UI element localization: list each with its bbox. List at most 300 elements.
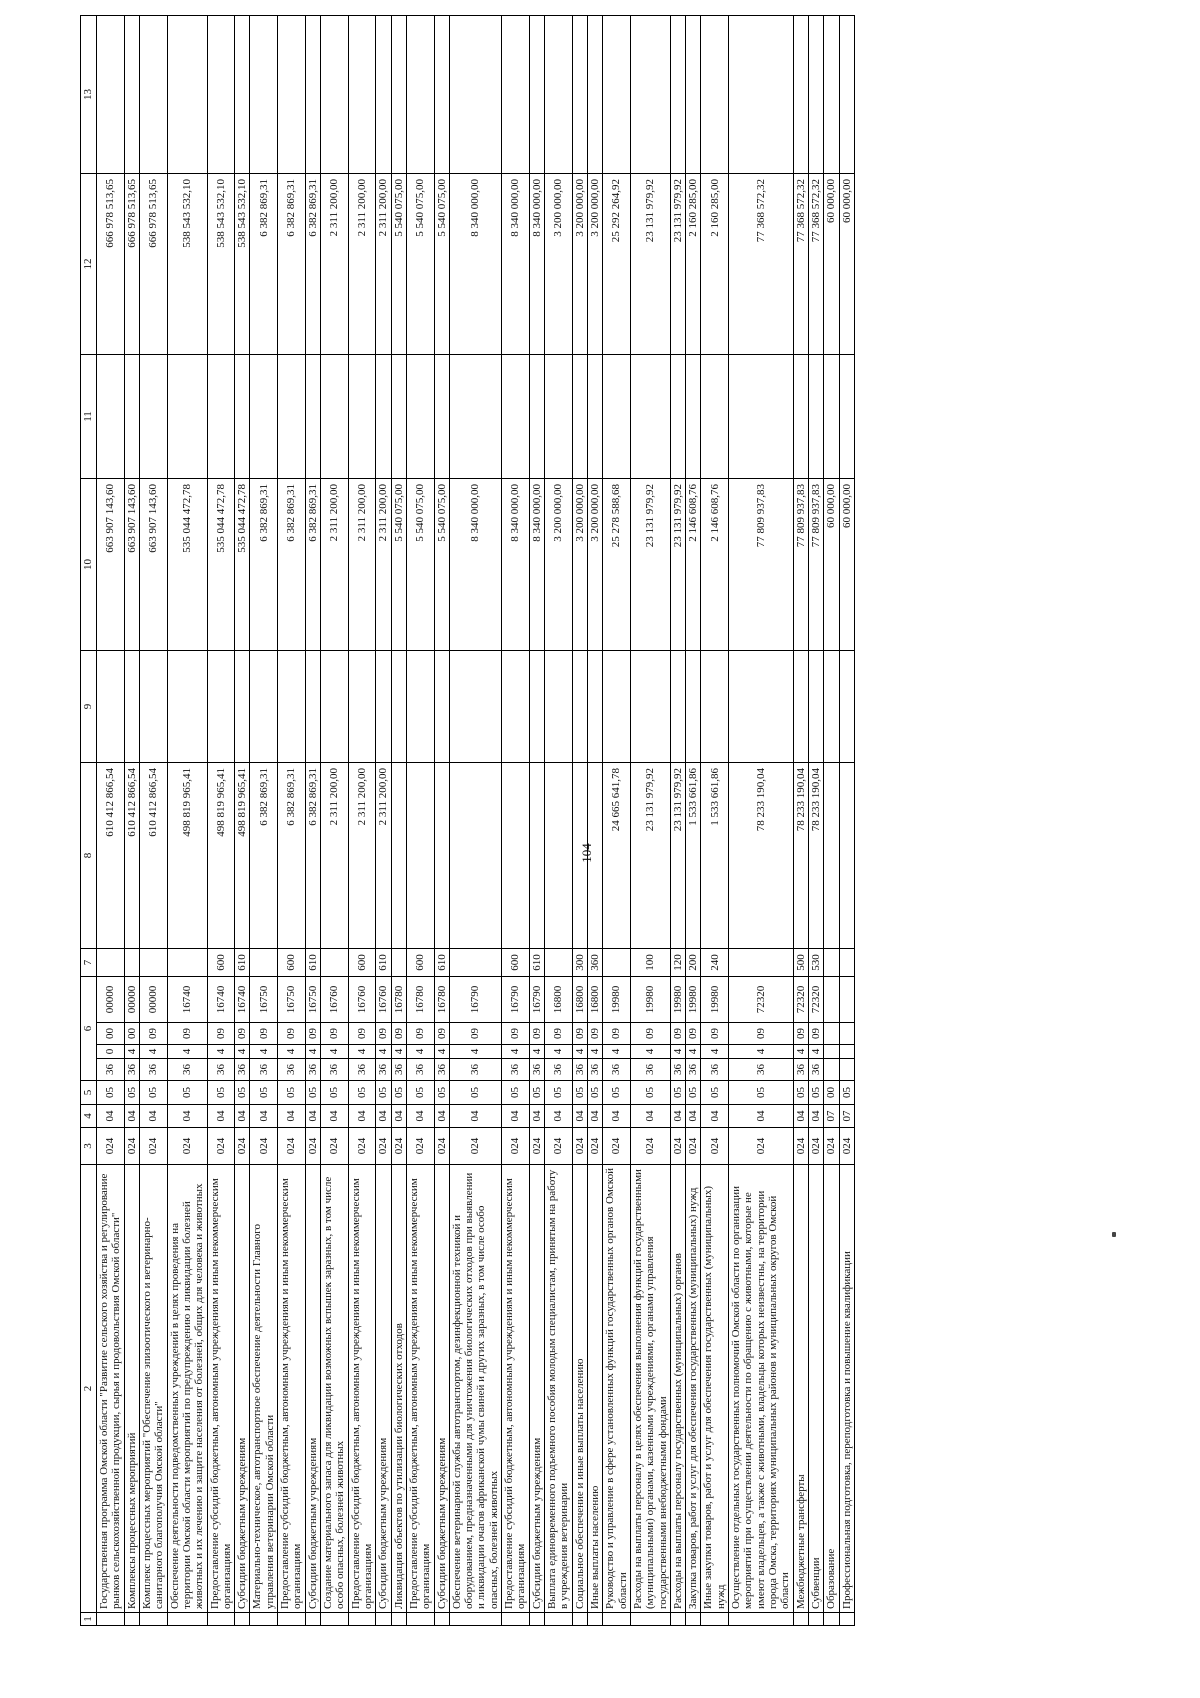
table-row: [839, 16, 854, 1626]
cell-amount: 610 412 866,54: [124, 763, 139, 949]
cell-num: [139, 1613, 167, 1626]
cell-amount: 610 412 866,54: [139, 763, 167, 949]
table-row: [729, 16, 794, 1626]
cell-amount: 535 044 472,78: [235, 479, 250, 651]
cell-section: 04: [305, 1105, 320, 1128]
cell-amount: 3 200 000,00: [545, 174, 573, 355]
cell-amount: 2 311 200,00: [348, 763, 376, 949]
cell-amount: 77 368 572,32: [808, 174, 823, 355]
table-row: [321, 16, 349, 1626]
cell-code: 024: [321, 1128, 349, 1165]
cell-amount: 8 340 000,00: [502, 479, 530, 651]
header-cell: 4: [81, 1105, 97, 1128]
cell-amount: 663 907 143,60: [124, 479, 139, 651]
cell-subsection: 05: [686, 1081, 701, 1105]
cell-direction: 19980: [701, 977, 729, 1023]
cell-section: 04: [449, 1105, 501, 1128]
cell-amount: 538 543 532,10: [167, 174, 207, 355]
cell-event: 09: [139, 1023, 167, 1045]
cell-name: Субсидии бюджетным учреждениям: [376, 1165, 391, 1613]
cell-amount: [406, 763, 434, 949]
cell-subsection: 05: [587, 1081, 602, 1105]
cell-section: 04: [545, 1105, 573, 1128]
cell-change: [391, 355, 406, 479]
cell-note: [167, 16, 207, 174]
cell-amount: 60 000,00: [839, 479, 854, 651]
cell-event: 09: [278, 1023, 306, 1045]
cell-name: Расходы на выплаты персоналу государственных (муниципальных) органов: [670, 1165, 685, 1613]
cell-section: 04: [603, 1105, 631, 1128]
table-row: [793, 16, 808, 1626]
cell-amount: 6 382 869,31: [250, 763, 278, 949]
cell-code: 024: [207, 1128, 235, 1165]
cell-num: [793, 1613, 808, 1626]
cell-subsection: 00: [824, 1081, 839, 1105]
cell-num: [250, 1613, 278, 1626]
cell-amount: [391, 763, 406, 949]
cell-change: [824, 355, 839, 479]
cell-code: 024: [348, 1128, 376, 1165]
cell-direction: 16750: [250, 977, 278, 1023]
cell-event: 09: [587, 1023, 602, 1045]
cell-change: [250, 651, 278, 763]
cell-num: [434, 1613, 449, 1626]
cell-note: [603, 16, 631, 174]
cell-change: [545, 355, 573, 479]
cell-direction: [839, 977, 854, 1023]
cell-change: [124, 651, 139, 763]
cell-amount: 8 340 000,00: [529, 174, 544, 355]
cell-subsection: 05: [391, 1081, 406, 1105]
cell-amount: 3 200 000,00: [572, 479, 587, 651]
cell-expense-type: 610: [529, 949, 544, 977]
cell-amount: 498 819 965,41: [167, 763, 207, 949]
cell-amount: 8 340 000,00: [502, 174, 530, 355]
cell-change: [207, 651, 235, 763]
table-row: [686, 16, 701, 1626]
header-cell: 5: [81, 1081, 97, 1105]
cell-direction: 16750: [278, 977, 306, 1023]
cell-change: [603, 355, 631, 479]
cell-subsection: 05: [701, 1081, 729, 1105]
cell-program: 36: [97, 1059, 125, 1081]
cell-code: 024: [729, 1128, 794, 1165]
cell-event: 09: [686, 1023, 701, 1045]
cell-subprogram: 4: [545, 1045, 573, 1059]
cell-change: [839, 355, 854, 479]
cell-name: Государственная программа Омской области "Развитие сельского хозяйства и регулирование рынков сельскохозяйственной продукции, сырья и продовольствия Омской области": [97, 1165, 125, 1613]
cell-amount: [449, 763, 501, 949]
cell-subsection: 05: [278, 1081, 306, 1105]
cell-subsection: 05: [139, 1081, 167, 1105]
cell-note: [502, 16, 530, 174]
cell-subprogram: 0: [97, 1045, 125, 1059]
cell-change: [587, 651, 602, 763]
cell-num: [545, 1613, 573, 1626]
cell-change: [729, 355, 794, 479]
cell-amount: 78 233 190,04: [729, 763, 794, 949]
cell-change: [250, 355, 278, 479]
cell-amount: 498 819 965,41: [235, 763, 250, 949]
cell-program: 36: [348, 1059, 376, 1081]
cell-note: [839, 16, 854, 174]
cell-change: [793, 651, 808, 763]
cell-change: [305, 355, 320, 479]
cell-expense-type: [729, 949, 794, 977]
cell-note: [391, 16, 406, 174]
cell-name: Комплексы процессных мероприятий: [124, 1165, 139, 1613]
cell-name: Предоставление субсидий бюджетным, автономным учреждениям и иным некоммерческим организациям: [406, 1165, 434, 1613]
table-row: [278, 16, 306, 1626]
table-row: [603, 16, 631, 1626]
cell-direction: 19980: [670, 977, 685, 1023]
cell-program: [839, 1059, 854, 1081]
cell-amount: 666 978 513,65: [139, 174, 167, 355]
cell-amount: 23 131 979,92: [630, 763, 670, 949]
cell-note: [376, 16, 391, 174]
cell-amount: 1 533 661,86: [686, 763, 701, 949]
cell-event: 09: [729, 1023, 794, 1045]
cell-section: 04: [502, 1105, 530, 1128]
cell-subsection: 05: [348, 1081, 376, 1105]
cell-note: [701, 16, 729, 174]
cell-program: 36: [670, 1059, 685, 1081]
cell-change: [686, 355, 701, 479]
table-row: [406, 16, 434, 1626]
cell-section: 04: [434, 1105, 449, 1128]
cell-name: Социальное обеспечение и иные выплаты населению: [572, 1165, 587, 1613]
cell-amount: [587, 763, 602, 949]
cell-name: Ликвидация объектов по утилизации биологических отходов: [391, 1165, 406, 1613]
cell-num: [824, 1613, 839, 1626]
cell-amount: 6 382 869,31: [250, 479, 278, 651]
cell-amount: [529, 763, 544, 949]
cell-program: 36: [124, 1059, 139, 1081]
cell-amount: 6 382 869,31: [305, 479, 320, 651]
cell-change: [572, 651, 587, 763]
cell-direction: 16790: [502, 977, 530, 1023]
cell-direction: 16780: [434, 977, 449, 1023]
table-body: [97, 16, 855, 1626]
cell-subsection: 05: [167, 1081, 207, 1105]
cell-expense-type: [167, 949, 207, 977]
cell-code: 024: [529, 1128, 544, 1165]
cell-subprogram: 4: [449, 1045, 501, 1059]
cell-direction: [824, 977, 839, 1023]
cell-change: [630, 651, 670, 763]
cell-direction: 16790: [529, 977, 544, 1023]
cell-code: 024: [545, 1128, 573, 1165]
cell-name: Субсидии бюджетным учреждениям: [529, 1165, 544, 1613]
table-row: [124, 16, 139, 1626]
cell-amount: 60 000,00: [824, 174, 839, 355]
cell-note: [250, 16, 278, 174]
cell-note: [545, 16, 573, 174]
cell-expense-type: [824, 949, 839, 977]
cell-num: [839, 1613, 854, 1626]
cell-code: 024: [502, 1128, 530, 1165]
cell-name: Выплата единовременного подъемного пособия молодым специалистам, принятым на работу в учреждения ветеринарии: [545, 1165, 573, 1613]
cell-note: [808, 16, 823, 174]
cell-event: 09: [434, 1023, 449, 1045]
cell-note: [449, 16, 501, 174]
cell-amount: 6 382 869,31: [250, 174, 278, 355]
cell-subsection: 05: [670, 1081, 685, 1105]
cell-amount: 535 044 472,78: [207, 479, 235, 651]
cell-program: 36: [406, 1059, 434, 1081]
header-cell: 6: [81, 977, 97, 1081]
cell-subsection: 05: [97, 1081, 125, 1105]
cell-section: 04: [207, 1105, 235, 1128]
cell-subprogram: 4: [670, 1045, 685, 1059]
header-cell: 2: [81, 1165, 97, 1613]
cell-code: 024: [376, 1128, 391, 1165]
cell-change: [729, 651, 794, 763]
cell-subsection: 05: [449, 1081, 501, 1105]
table-row: [545, 16, 573, 1626]
cell-code: 024: [235, 1128, 250, 1165]
cell-direction: 16740: [207, 977, 235, 1023]
cell-code: 024: [793, 1128, 808, 1165]
cell-change: [321, 651, 349, 763]
cell-name: Иные закупки товаров, работ и услуг для обеспечения государственных (муниципальных) нужд: [701, 1165, 729, 1613]
cell-subprogram: 4: [278, 1045, 306, 1059]
cell-section: 04: [701, 1105, 729, 1128]
cell-code: 024: [603, 1128, 631, 1165]
cell-event: 09: [348, 1023, 376, 1045]
cell-amount: 25 292 264,92: [603, 174, 631, 355]
cell-num: [391, 1613, 406, 1626]
cell-expense-type: 240: [701, 949, 729, 977]
cell-section: 04: [670, 1105, 685, 1128]
cell-subprogram: 4: [502, 1045, 530, 1059]
cell-code: 024: [449, 1128, 501, 1165]
cell-amount: 2 311 200,00: [348, 174, 376, 355]
header-cell: 3: [81, 1128, 97, 1165]
cell-change: [808, 651, 823, 763]
cell-section: 04: [250, 1105, 278, 1128]
cell-change: [587, 355, 602, 479]
cell-section: 04: [686, 1105, 701, 1128]
cell-event: 00: [124, 1023, 139, 1045]
cell-change: [207, 355, 235, 479]
cell-code: 024: [670, 1128, 685, 1165]
cell-subprogram: 4: [572, 1045, 587, 1059]
cell-note: [572, 16, 587, 174]
table-row: [587, 16, 602, 1626]
cell-subprogram: 4: [348, 1045, 376, 1059]
cell-section: 04: [321, 1105, 349, 1128]
cell-change: [376, 651, 391, 763]
cell-subprogram: 4: [207, 1045, 235, 1059]
cell-change: [97, 651, 125, 763]
cell-num: [603, 1613, 631, 1626]
cell-amount: 2 146 608,76: [686, 479, 701, 651]
cell-code: 024: [434, 1128, 449, 1165]
cell-amount: 77 368 572,32: [793, 174, 808, 355]
cell-subsection: 05: [207, 1081, 235, 1105]
table-row: [824, 16, 839, 1626]
cell-event: 09: [391, 1023, 406, 1045]
cell-change: [235, 651, 250, 763]
cell-name: Предоставление субсидий бюджетным, автономным учреждениям и иным некоммерческим организациям: [348, 1165, 376, 1613]
cell-program: 36: [587, 1059, 602, 1081]
cell-change: [434, 355, 449, 479]
cell-amount: [572, 763, 587, 949]
cell-amount: 666 978 513,65: [124, 174, 139, 355]
cell-amount: 77 368 572,32: [729, 174, 794, 355]
cell-code: 024: [824, 1128, 839, 1165]
cell-change: [701, 355, 729, 479]
cell-amount: 535 044 472,78: [167, 479, 207, 651]
cell-subsection: 05: [793, 1081, 808, 1105]
cell-change: [305, 651, 320, 763]
cell-amount: 60 000,00: [824, 479, 839, 651]
cell-num: [406, 1613, 434, 1626]
cell-event: [824, 1023, 839, 1045]
cell-num: [686, 1613, 701, 1626]
cell-program: 36: [603, 1059, 631, 1081]
cell-amount: [839, 763, 854, 949]
cell-expense-type: 360: [587, 949, 602, 977]
cell-expense-type: [449, 949, 501, 977]
cell-expense-type: [139, 949, 167, 977]
table-row: [670, 16, 685, 1626]
cell-event: 09: [235, 1023, 250, 1045]
cell-code: 024: [124, 1128, 139, 1165]
cell-amount: 538 543 532,10: [235, 174, 250, 355]
cell-note: [670, 16, 685, 174]
cell-note: [729, 16, 794, 174]
cell-change: [406, 651, 434, 763]
cell-num: [207, 1613, 235, 1626]
cell-expense-type: 120: [670, 949, 685, 977]
cell-expense-type: [250, 949, 278, 977]
cell-amount: 23 131 979,92: [670, 174, 685, 355]
cell-name: Осуществление отдельных государственных полномочий Омской области по организации мероприятий при осуществлении деятельности по обращению с животными, которые не имеют владельцев, а также с животными, владельцы которых неизвестны, на территории города Омска, территориях муниципальных районов и муниципальных округов Омской области: [729, 1165, 794, 1613]
cell-subsection: 05: [406, 1081, 434, 1105]
cell-direction: 16760: [321, 977, 349, 1023]
table-row: [235, 16, 250, 1626]
cell-code: 024: [139, 1128, 167, 1165]
cell-subsection: 05: [305, 1081, 320, 1105]
cell-change: [278, 355, 306, 479]
cell-amount: 5 540 075,00: [406, 174, 434, 355]
cell-num: [529, 1613, 544, 1626]
cell-subprogram: [839, 1045, 854, 1059]
cell-change: [449, 355, 501, 479]
cell-expense-type: 610: [305, 949, 320, 977]
cell-program: 36: [434, 1059, 449, 1081]
cell-amount: 6 382 869,31: [305, 174, 320, 355]
cell-subprogram: 4: [406, 1045, 434, 1059]
cell-amount: 23 131 979,92: [670, 763, 685, 949]
table-row: [376, 16, 391, 1626]
cell-program: 36: [139, 1059, 167, 1081]
cell-direction: 72320: [729, 977, 794, 1023]
cell-name: Субсидии бюджетным учреждениям: [235, 1165, 250, 1613]
cell-change: [97, 355, 125, 479]
cell-name: Обеспечение ветеринарной службы автотранспортом, дезинфекционной техникой и оборудованием, предназначенными для уничтожения биологических отходов при выявлении и ликвидации очагов африканской чумы свиней и других заразных, в том числе особо опасных, болезней животных: [449, 1165, 501, 1613]
cell-subsection: 05: [434, 1081, 449, 1105]
cell-code: 024: [808, 1128, 823, 1165]
cell-direction: 16800: [572, 977, 587, 1023]
cell-change: [529, 651, 544, 763]
header-cell: 10: [81, 479, 97, 651]
cell-note: [348, 16, 376, 174]
cell-program: 36: [701, 1059, 729, 1081]
cell-change: [839, 651, 854, 763]
cell-change: [630, 355, 670, 479]
cell-event: 09: [603, 1023, 631, 1045]
cell-change: [545, 651, 573, 763]
cell-amount: 8 340 000,00: [449, 174, 501, 355]
cell-direction: 16760: [348, 977, 376, 1023]
cell-amount: 1 533 661,86: [701, 763, 729, 949]
cell-num: [167, 1613, 207, 1626]
cell-amount: 6 382 869,31: [278, 174, 306, 355]
cell-program: 36: [391, 1059, 406, 1081]
cell-section: 04: [97, 1105, 125, 1128]
cell-event: 09: [250, 1023, 278, 1045]
cell-section: 04: [348, 1105, 376, 1128]
table-row: [207, 16, 235, 1626]
cell-change: [124, 355, 139, 479]
cell-expense-type: 600: [502, 949, 530, 977]
cell-note: [139, 16, 167, 174]
cell-num: [305, 1613, 320, 1626]
cell-change: [670, 355, 685, 479]
page-number: 104: [579, 843, 594, 863]
cell-note: [278, 16, 306, 174]
cell-amount: 2 311 200,00: [376, 763, 391, 949]
cell-subprogram: 4: [139, 1045, 167, 1059]
cell-expense-type: [124, 949, 139, 977]
cell-section: 04: [793, 1105, 808, 1128]
cell-change: [502, 651, 530, 763]
cell-name: Образование: [824, 1165, 839, 1613]
cell-note: [529, 16, 544, 174]
cell-name: Расходы на выплаты персоналу в целях обеспечения выполнения функций государственными (муниципальными) органами, казенными учреждениями, органами управления государственными внебюджетными фондами: [630, 1165, 670, 1613]
table-row: [572, 16, 587, 1626]
cell-section: 04: [124, 1105, 139, 1128]
cell-change: [502, 355, 530, 479]
table-row: [391, 16, 406, 1626]
cell-section: 04: [391, 1105, 406, 1128]
cell-amount: 2 311 200,00: [321, 174, 349, 355]
cell-subprogram: 4: [434, 1045, 449, 1059]
cell-note: [321, 16, 349, 174]
table-row: [139, 16, 167, 1626]
cell-program: 36: [376, 1059, 391, 1081]
cell-subsection: 05: [630, 1081, 670, 1105]
cell-amount: 5 540 075,00: [391, 479, 406, 651]
cell-note: [97, 16, 125, 174]
cell-amount: 2 311 200,00: [348, 479, 376, 651]
cell-amount: 666 978 513,65: [97, 174, 125, 355]
header-cell: 7: [81, 949, 97, 977]
cell-section: 04: [587, 1105, 602, 1128]
cell-amount: 610 412 866,54: [97, 763, 125, 949]
cell-num: [701, 1613, 729, 1626]
cell-expense-type: [97, 949, 125, 977]
cell-change: [235, 355, 250, 479]
cell-subprogram: [824, 1045, 839, 1059]
cell-event: 09: [207, 1023, 235, 1045]
cell-program: 36: [278, 1059, 306, 1081]
cell-amount: 8 340 000,00: [449, 479, 501, 651]
cell-subsection: 05: [321, 1081, 349, 1105]
